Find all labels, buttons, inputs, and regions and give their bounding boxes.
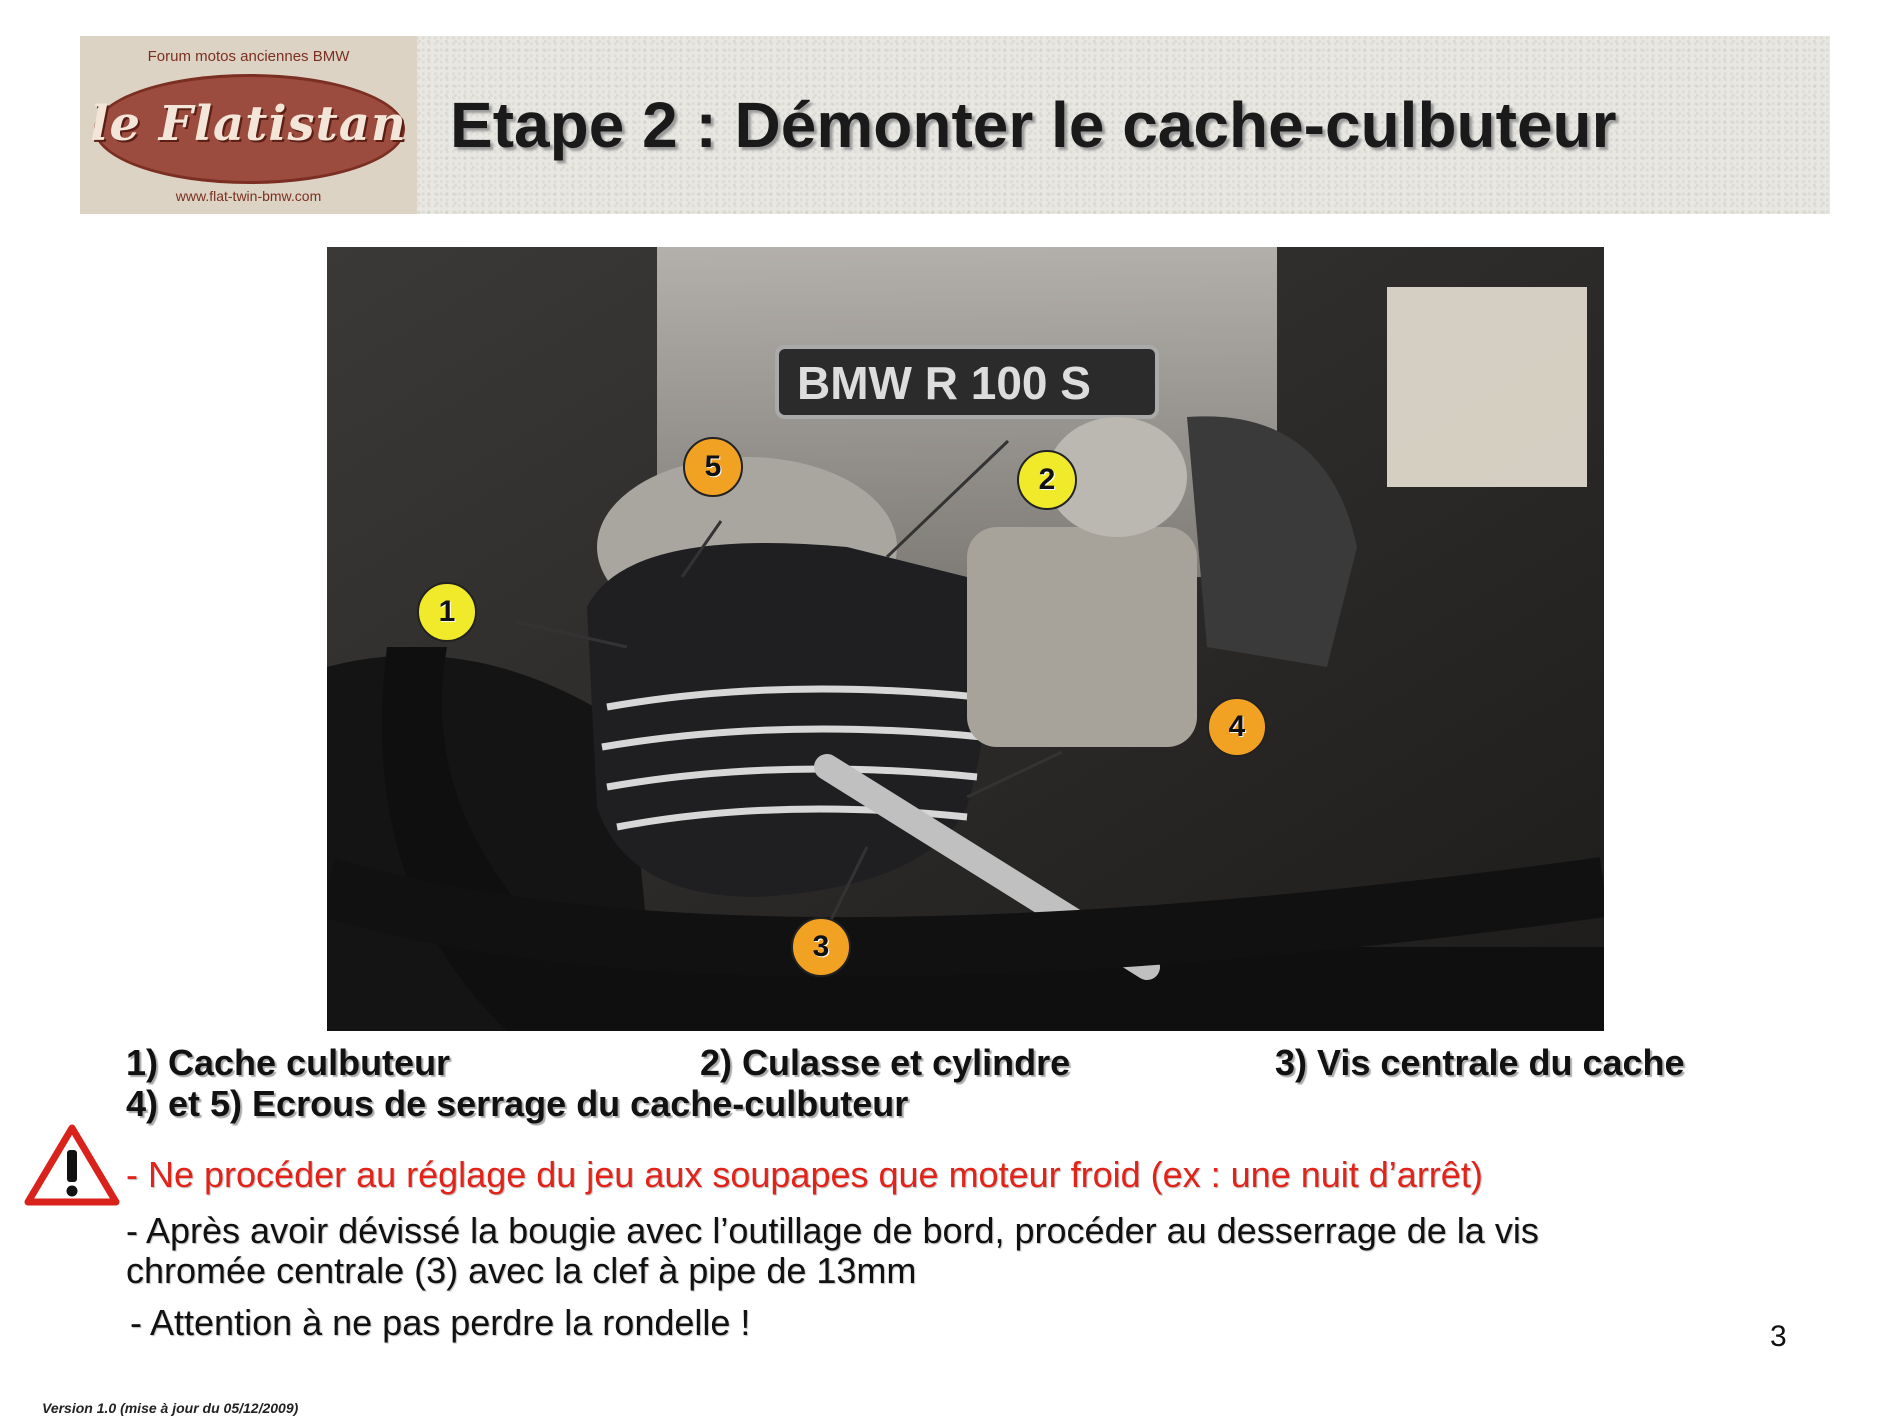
instruction-line-2: chromée centrale (3) avec la clef à pipe de 13mm xyxy=(126,1250,917,1291)
engine-badge-text: BMW R 100 S xyxy=(797,357,1091,409)
callout-5: 5 xyxy=(683,437,743,497)
page-title: Etape 2 : Démonter le cache-culbuteur xyxy=(450,89,1617,161)
engine-illustration xyxy=(327,247,1604,1031)
legend-item-3: 3) Vis centrale du cache xyxy=(1275,1042,1685,1083)
callout-4: 4 xyxy=(1207,697,1267,757)
attention-text: - Attention à ne pas perdre la rondelle ! xyxy=(130,1302,751,1343)
page-number: 3 xyxy=(1770,1320,1787,1353)
flatistan-logo xyxy=(80,36,417,214)
callout-1: 1 xyxy=(417,582,477,642)
legend-item-4-5: 4) et 5) Ecrous de serrage du cache-culbuteur xyxy=(126,1083,909,1124)
callout-3: 3 xyxy=(791,917,851,977)
logo-url: www.flat-twin-bmw.com xyxy=(175,188,322,204)
instruction-line-1: - Après avoir dévissé la bougie avec l’outillage de bord, procéder au desserrage de la vis xyxy=(126,1210,1539,1251)
engine-photo xyxy=(327,247,1604,1031)
warning-triangle-icon xyxy=(24,1124,120,1206)
logo-script-text: le Flatistan xyxy=(90,96,407,152)
legend-item-2: 2) Culasse et cylindre xyxy=(700,1042,1071,1083)
callout-2: 2 xyxy=(1017,450,1077,510)
legend-item-1: 1) Cache culbuteur xyxy=(126,1042,451,1083)
version-note: Version 1.0 (mise à jour du 05/12/2009) xyxy=(42,1400,299,1416)
logo-top-text: Forum motos anciennes BMW xyxy=(147,48,350,65)
warning-text: - Ne procéder au réglage du jeu aux soupapes que moteur froid (ex : une nuit d’arrêt) xyxy=(126,1154,1483,1195)
